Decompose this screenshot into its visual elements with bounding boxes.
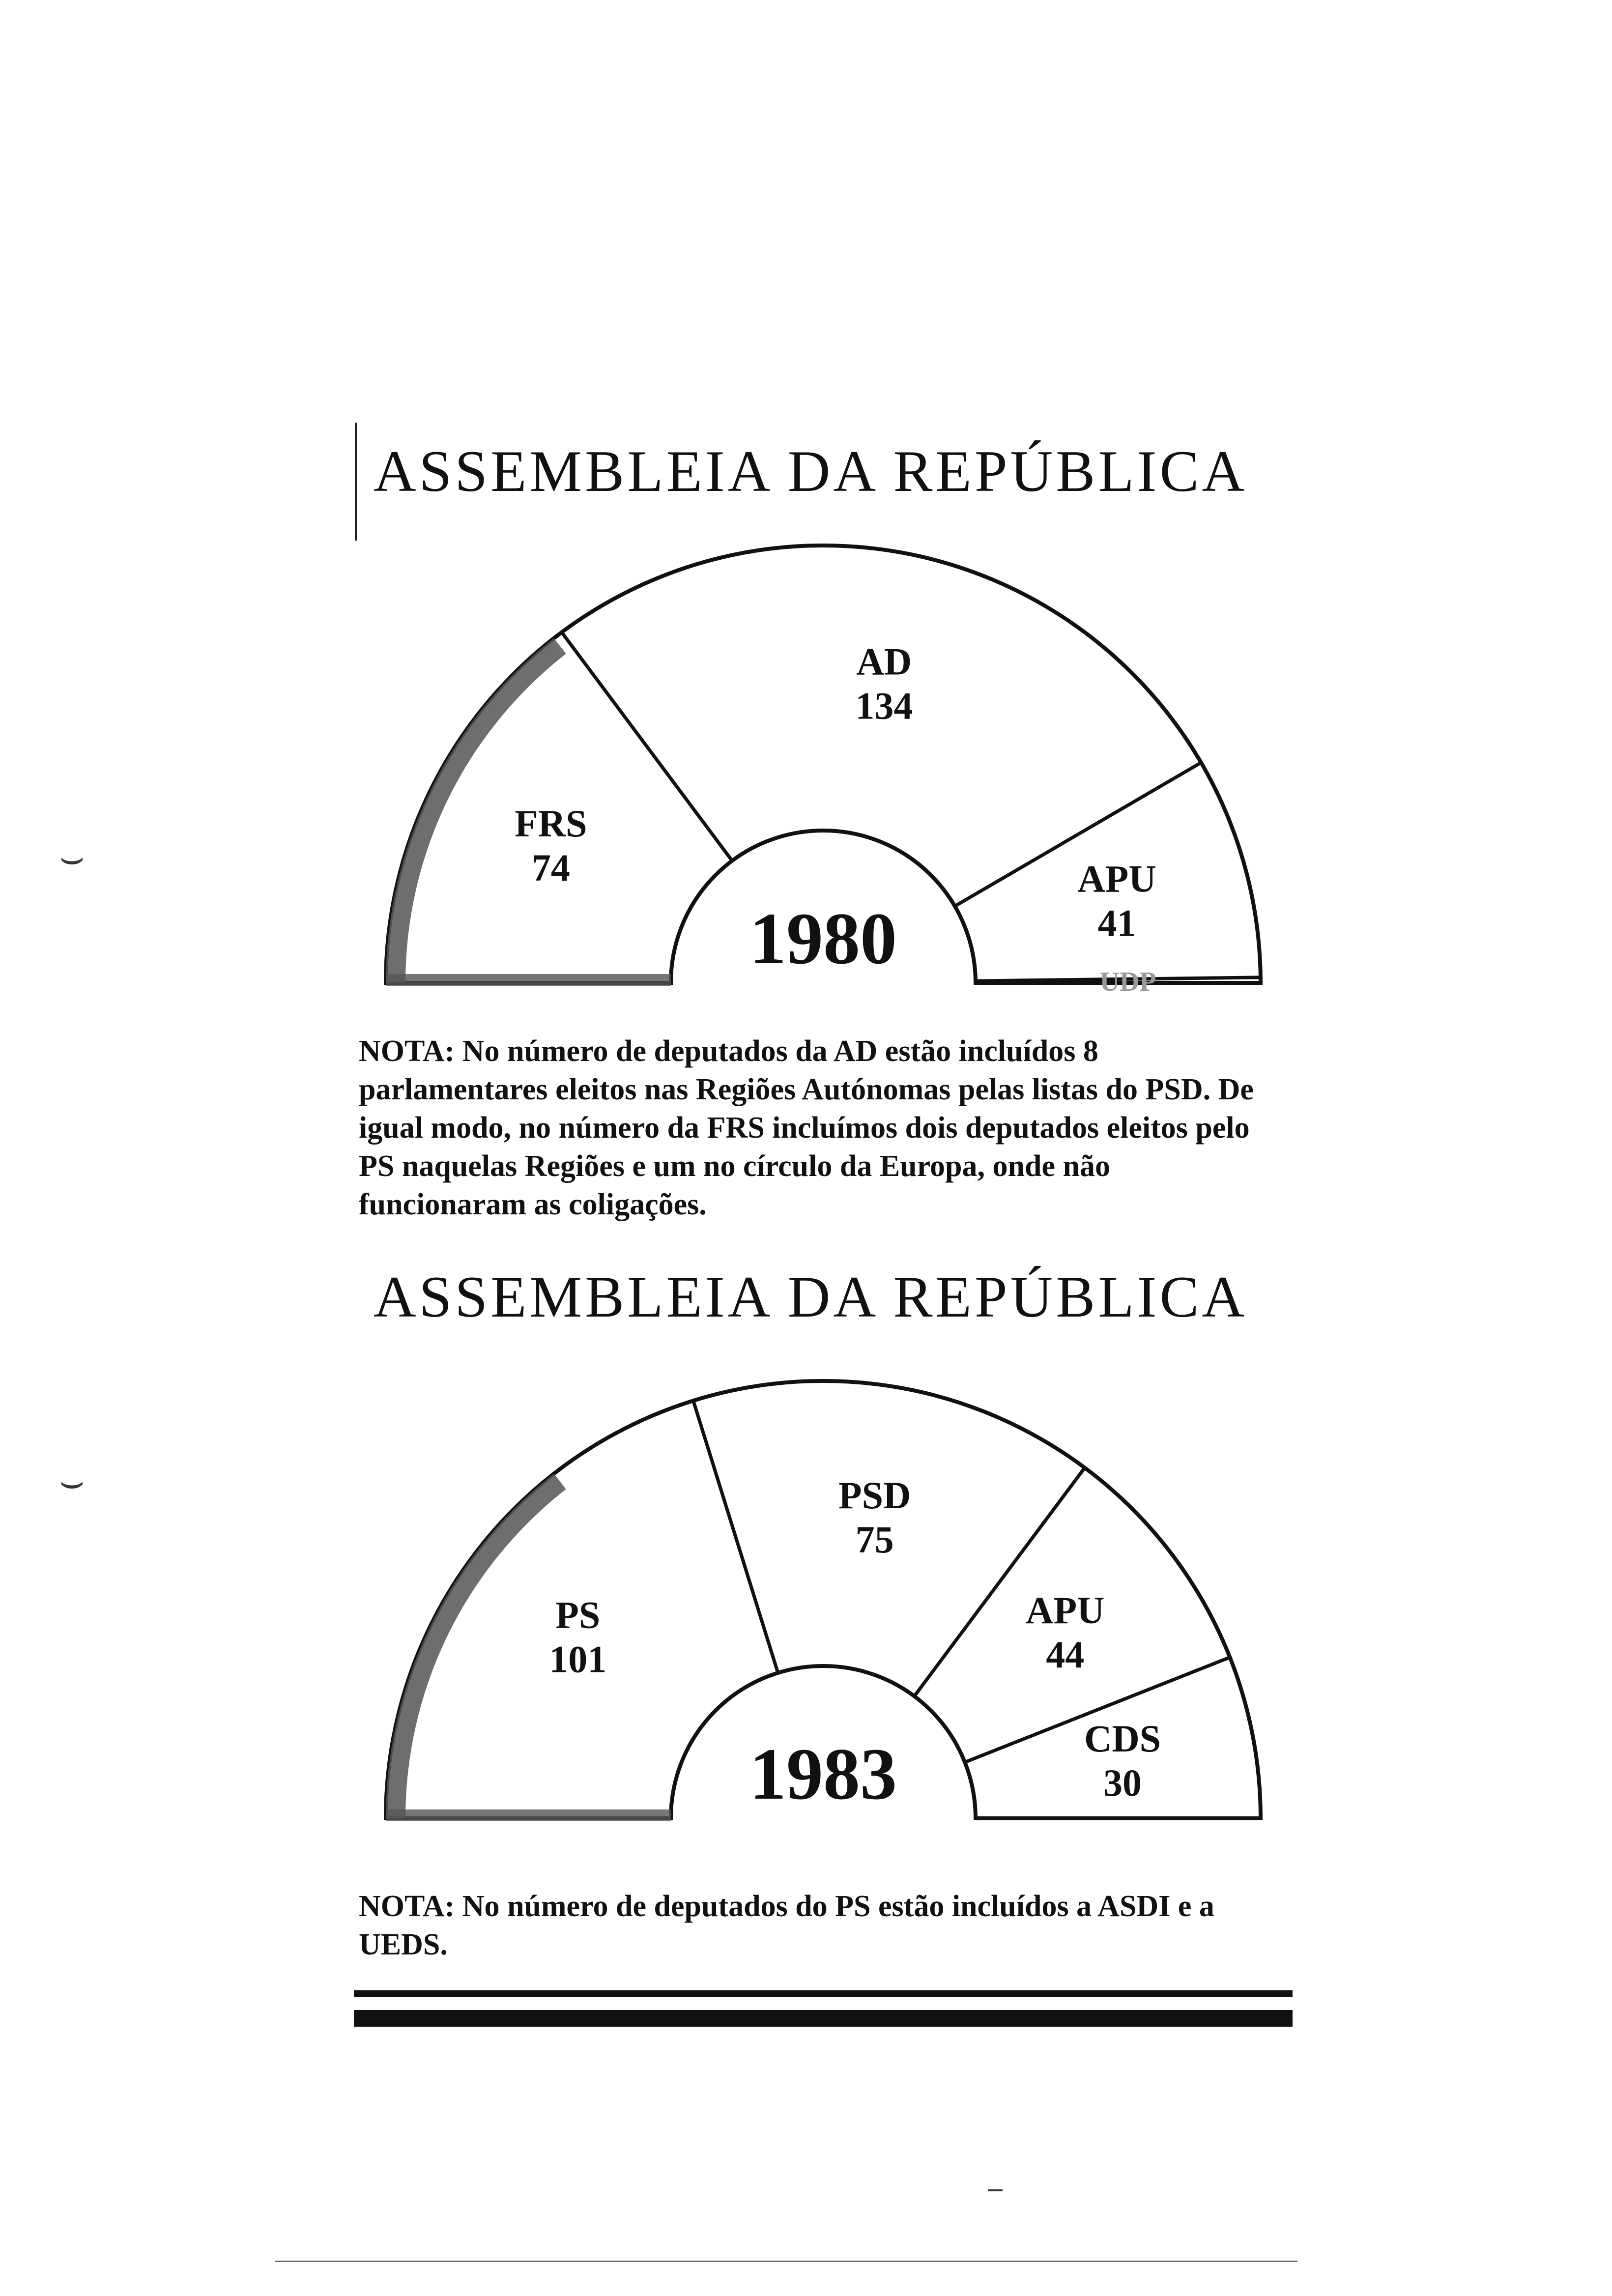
scan-shadow-base: [386, 974, 671, 986]
seat-value-apu: 44: [1046, 1633, 1085, 1676]
seat-label-udp: UDP: [1099, 967, 1156, 998]
note-1980: NOTA: No número de deputados da AD estão incluídos 8 parlamentares eleitos nas Regiões Autónomas pelas listas do PSD. De igual modo, no número da FRS incluímos dois deputados eleitos pelo PS naquelas Regiões e um no círculo da Europa, onde não funcionaram as coligações.: [359, 1034, 1254, 1221]
chart-title-1983: ASSEMBLEIA DA REPÚBLICA: [374, 1264, 1248, 1329]
divider-rule-thick: [354, 2010, 1293, 2027]
note-1983: NOTA: No número de deputados do PS estão incluídos a ASDI e a UEDS.: [359, 1890, 1214, 1961]
seat-value-cds: 30: [1103, 1761, 1142, 1804]
seat-value-frs: 74: [531, 846, 570, 890]
seat-label-psd: PSD: [838, 1473, 911, 1517]
seat-label-cds: CDS: [1084, 1717, 1161, 1760]
seat-label-ps: PS: [555, 1593, 601, 1636]
seat-label-ad: AD: [856, 640, 912, 683]
scan-speck: [988, 2189, 1003, 2191]
seat-label-apu: APU: [1026, 1589, 1105, 1632]
seat-value-psd: 75: [855, 1518, 894, 1561]
hemicycle-chart-1983: [344, 1366, 1302, 1858]
year-label-1980: 1980: [749, 898, 897, 979]
margin-mark: [355, 423, 357, 541]
margin-tick: ⌣: [59, 1460, 85, 1503]
divider-rule-thin: [354, 1990, 1293, 1997]
year-label-1983: 1983: [749, 1733, 897, 1815]
seat-value-ad: 134: [855, 684, 913, 727]
seat-label-frs: FRS: [515, 802, 587, 845]
scan-shadow-base: [386, 1809, 671, 1821]
chart-title-1980: ASSEMBLEIA DA REPÚBLICA: [374, 438, 1248, 504]
seat-value-ps: 101: [549, 1637, 607, 1681]
seat-value-apu: 41: [1097, 901, 1136, 945]
scan-bottom-line: [275, 2261, 1297, 2262]
margin-tick: ⌣: [59, 836, 85, 879]
seat-label-apu: APU: [1077, 857, 1156, 900]
hemicycle-chart-1980: [344, 531, 1302, 1022]
